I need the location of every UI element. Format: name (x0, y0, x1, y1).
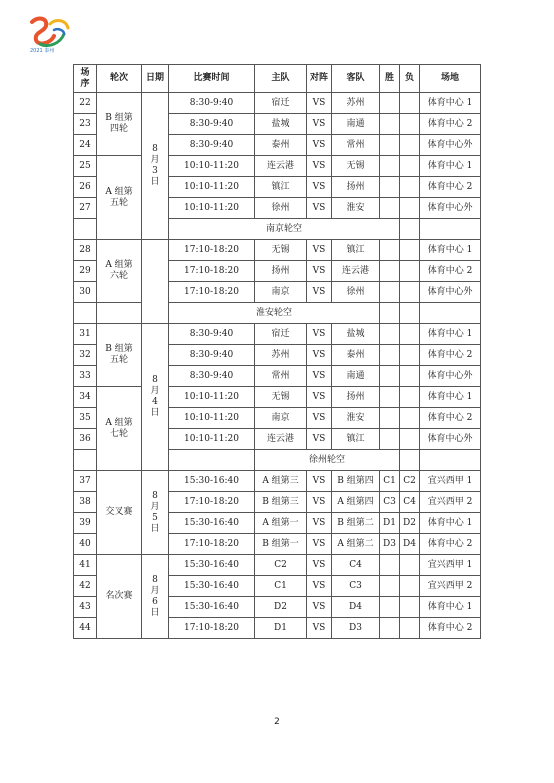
vs-label: VS (307, 198, 332, 219)
col-header: 场地 (420, 65, 481, 93)
venue: 体育中心外 (420, 366, 481, 387)
vs-label: VS (307, 492, 332, 513)
match-time: 8:30-9:40 (169, 366, 255, 387)
vs-label: VS (307, 282, 332, 303)
match-time: 10:10-11:20 (169, 408, 255, 429)
lose-cell (400, 114, 420, 135)
match-no: 30 (74, 282, 97, 303)
win-cell (380, 324, 400, 345)
match-time: 15:30-16:40 (169, 471, 255, 492)
lose-cell (400, 177, 420, 198)
win-cell (380, 114, 400, 135)
table-row (74, 156, 481, 177)
page-number: 2 (274, 717, 280, 727)
col-header: 场序 (74, 65, 97, 93)
home-team: D2 (255, 597, 307, 618)
match-time: 10:10-11:20 (169, 429, 255, 450)
home-team: A 组第三 (255, 471, 307, 492)
empty-cell (74, 450, 97, 471)
match-no: 36 (74, 429, 97, 450)
away-team: 扬州 (332, 177, 380, 198)
vs-label: VS (307, 408, 332, 429)
bye-note: 徐州轮空 (255, 450, 400, 471)
venue: 体育中心 2 (420, 618, 481, 639)
empty-cell (400, 303, 420, 324)
match-time: 15:30-16:40 (169, 597, 255, 618)
lose-cell (400, 597, 420, 618)
vs-label: VS (307, 534, 332, 555)
match-no: 39 (74, 513, 97, 534)
win-cell (380, 156, 400, 177)
venue: 宜兴西甲 2 (420, 576, 481, 597)
win-cell (380, 597, 400, 618)
match-no: 33 (74, 366, 97, 387)
vs-label: VS (307, 156, 332, 177)
win-cell (380, 366, 400, 387)
vs-label: VS (307, 135, 332, 156)
away-team: 泰州 (332, 345, 380, 366)
venue: 体育中心 2 (420, 114, 481, 135)
vs-label: VS (307, 366, 332, 387)
home-team: 南京 (255, 408, 307, 429)
match-time: 15:30-16:40 (169, 513, 255, 534)
col-header: 日期 (142, 65, 169, 93)
match-time: 8:30-9:40 (169, 345, 255, 366)
win-cell (380, 282, 400, 303)
away-team: 徐州 (332, 282, 380, 303)
col-header: 轮次 (97, 65, 142, 93)
vs-label: VS (307, 387, 332, 408)
bye-note: 淮安轮空 (169, 303, 380, 324)
date-cell-empty (142, 240, 169, 324)
match-no: 26 (74, 177, 97, 198)
empty-cell (380, 303, 400, 324)
home-team: 南京 (255, 282, 307, 303)
lose-cell (400, 93, 420, 114)
home-team: 盐城 (255, 114, 307, 135)
round-cell: 名次赛 (97, 555, 142, 639)
lose-cell (400, 366, 420, 387)
vs-label: VS (307, 429, 332, 450)
win-cell (380, 555, 400, 576)
home-team: D1 (255, 618, 307, 639)
home-team: 宿迁 (255, 324, 307, 345)
lose-cell (400, 345, 420, 366)
home-team: 宿迁 (255, 93, 307, 114)
vs-label: VS (307, 345, 332, 366)
win-cell (380, 429, 400, 450)
table-header-row (74, 65, 481, 93)
empty-cell (169, 450, 255, 471)
venue: 体育中心 2 (420, 408, 481, 429)
round-cell: A 组第七轮 (97, 387, 142, 471)
away-team: 盐城 (332, 324, 380, 345)
match-time: 17:10-18:20 (169, 534, 255, 555)
table-row (74, 324, 481, 345)
bye-note: 南京轮空 (169, 219, 400, 240)
lose-cell: D2 (400, 513, 420, 534)
round-cell: B 组第五轮 (97, 324, 142, 387)
win-cell (380, 576, 400, 597)
win-cell (380, 408, 400, 429)
match-no: 34 (74, 387, 97, 408)
match-time: 15:30-16:40 (169, 555, 255, 576)
lose-cell (400, 135, 420, 156)
match-time: 10:10-11:20 (169, 156, 255, 177)
col-header: 对阵 (307, 65, 332, 93)
win-cell (380, 135, 400, 156)
home-team: 徐州 (255, 198, 307, 219)
round-cell: A 组第六轮 (97, 240, 142, 303)
table-row (74, 93, 481, 114)
round-cell: B 组第四轮 (97, 93, 142, 156)
vs-label: VS (307, 618, 332, 639)
match-no: 31 (74, 324, 97, 345)
venue: 体育中心 1 (420, 513, 481, 534)
vs-label: VS (307, 597, 332, 618)
lose-cell (400, 387, 420, 408)
match-time: 8:30-9:40 (169, 135, 255, 156)
match-time: 17:10-18:20 (169, 282, 255, 303)
away-team: 苏州 (332, 93, 380, 114)
col-header: 主队 (255, 65, 307, 93)
date-cell: 8 月 4 日 (142, 324, 169, 471)
lose-cell (400, 555, 420, 576)
date-cell: 8 月 6 日 (142, 555, 169, 639)
home-team: 扬州 (255, 261, 307, 282)
away-team: 镇江 (332, 429, 380, 450)
win-cell: D1 (380, 513, 400, 534)
match-no: 35 (74, 408, 97, 429)
empty-cell (74, 219, 97, 240)
match-time: 10:10-11:20 (169, 198, 255, 219)
col-header: 负 (400, 65, 420, 93)
vs-label: VS (307, 324, 332, 345)
table-row (74, 471, 481, 492)
match-time: 8:30-9:40 (169, 114, 255, 135)
games-logo (24, 14, 76, 54)
venue: 体育中心 1 (420, 156, 481, 177)
home-team: 镇江 (255, 177, 307, 198)
win-cell (380, 618, 400, 639)
empty-cell (420, 219, 481, 240)
empty-cell (400, 219, 420, 240)
match-no: 38 (74, 492, 97, 513)
win-cell (380, 198, 400, 219)
home-team: C1 (255, 576, 307, 597)
home-team: 无锡 (255, 240, 307, 261)
win-cell (380, 261, 400, 282)
lose-cell (400, 156, 420, 177)
home-team: 泰州 (255, 135, 307, 156)
home-team: 常州 (255, 366, 307, 387)
match-no: 42 (74, 576, 97, 597)
vs-label: VS (307, 555, 332, 576)
venue: 体育中心 2 (420, 345, 481, 366)
match-no: 22 (74, 93, 97, 114)
away-team: 南通 (332, 366, 380, 387)
home-team: 苏州 (255, 345, 307, 366)
away-team: D3 (332, 618, 380, 639)
vs-label: VS (307, 114, 332, 135)
match-no: 44 (74, 618, 97, 639)
venue: 体育中心 1 (420, 324, 481, 345)
away-team: 无锡 (332, 156, 380, 177)
away-team: B 组第二 (332, 513, 380, 534)
win-cell: D3 (380, 534, 400, 555)
venue: 体育中心 2 (420, 534, 481, 555)
away-team: C4 (332, 555, 380, 576)
match-no: 29 (74, 261, 97, 282)
home-team: 连云港 (255, 156, 307, 177)
empty-cell (400, 450, 420, 471)
lose-cell: C2 (400, 471, 420, 492)
win-cell (380, 345, 400, 366)
table-row (74, 555, 481, 576)
empty-cell (420, 450, 481, 471)
home-team: B 组第三 (255, 492, 307, 513)
away-team: D4 (332, 597, 380, 618)
match-no: 37 (74, 471, 97, 492)
win-cell (380, 93, 400, 114)
lose-cell: D4 (400, 534, 420, 555)
match-no: 43 (74, 597, 97, 618)
match-time: 17:10-18:20 (169, 492, 255, 513)
match-no: 27 (74, 198, 97, 219)
venue: 体育中心外 (420, 198, 481, 219)
lose-cell (400, 282, 420, 303)
vs-label: VS (307, 576, 332, 597)
venue: 体育中心 2 (420, 261, 481, 282)
away-team: 常州 (332, 135, 380, 156)
empty-cell (420, 303, 481, 324)
match-time: 10:10-11:20 (169, 177, 255, 198)
match-no: 28 (74, 240, 97, 261)
col-header: 比赛时间 (169, 65, 255, 93)
lose-cell: C4 (400, 492, 420, 513)
venue: 体育中心外 (420, 429, 481, 450)
win-cell: C3 (380, 492, 400, 513)
lose-cell (400, 324, 420, 345)
venue: 体育中心 1 (420, 597, 481, 618)
vs-label: VS (307, 471, 332, 492)
lose-cell (400, 198, 420, 219)
away-team: 连云港 (332, 261, 380, 282)
win-cell (380, 387, 400, 408)
away-team: 淮安 (332, 408, 380, 429)
vs-label: VS (307, 513, 332, 534)
venue: 体育中心 1 (420, 387, 481, 408)
vs-label: VS (307, 93, 332, 114)
venue: 宜兴西甲 1 (420, 555, 481, 576)
round-cell: 交叉赛 (97, 471, 142, 555)
lose-cell (400, 240, 420, 261)
match-time: 10:10-11:20 (169, 387, 255, 408)
match-no: 23 (74, 114, 97, 135)
table-row (74, 387, 481, 408)
away-team: 扬州 (332, 387, 380, 408)
venue: 体育中心外 (420, 135, 481, 156)
match-no: 24 (74, 135, 97, 156)
lose-cell (400, 261, 420, 282)
home-team: 无锡 (255, 387, 307, 408)
venue: 体育中心外 (420, 282, 481, 303)
vs-label: VS (307, 240, 332, 261)
home-team: A 组第一 (255, 513, 307, 534)
vs-label: VS (307, 177, 332, 198)
home-team: 连云港 (255, 429, 307, 450)
col-header: 客队 (332, 65, 380, 93)
match-time: 8:30-9:40 (169, 324, 255, 345)
away-team: 镇江 (332, 240, 380, 261)
match-time: 15:30-16:40 (169, 576, 255, 597)
win-cell (380, 240, 400, 261)
venue: 宜兴西甲 1 (420, 471, 481, 492)
match-time: 17:10-18:20 (169, 618, 255, 639)
venue: 体育中心 1 (420, 93, 481, 114)
venue: 体育中心 1 (420, 240, 481, 261)
away-team: A 组第四 (332, 492, 380, 513)
match-schedule-table (73, 64, 481, 639)
lose-cell (400, 618, 420, 639)
match-time: 17:10-18:20 (169, 261, 255, 282)
empty-cell (74, 303, 97, 324)
table-row (74, 240, 481, 261)
match-time: 17:10-18:20 (169, 240, 255, 261)
date-cell: 8 月 3 日 (142, 93, 169, 240)
away-team: 淮安 (332, 198, 380, 219)
away-team: C3 (332, 576, 380, 597)
venue: 宜兴西甲 2 (420, 492, 481, 513)
logo-text: 2021 泰州 (30, 48, 55, 54)
away-team: B 组第四 (332, 471, 380, 492)
empty-cell (97, 303, 142, 324)
win-cell: C1 (380, 471, 400, 492)
match-no: 32 (74, 345, 97, 366)
away-team: 南通 (332, 114, 380, 135)
match-no: 41 (74, 555, 97, 576)
match-no: 40 (74, 534, 97, 555)
lose-cell (400, 408, 420, 429)
date-cell: 8 月 5 日 (142, 471, 169, 555)
lose-cell (400, 576, 420, 597)
venue: 体育中心 2 (420, 177, 481, 198)
round-cell: A 组第五轮 (97, 156, 142, 240)
home-team: B 组第一 (255, 534, 307, 555)
match-no: 25 (74, 156, 97, 177)
vs-label: VS (307, 261, 332, 282)
home-team: C2 (255, 555, 307, 576)
col-header: 胜 (380, 65, 400, 93)
win-cell (380, 177, 400, 198)
bye-row (74, 303, 481, 324)
away-team: A 组第二 (332, 534, 380, 555)
match-time: 8:30-9:40 (169, 93, 255, 114)
lose-cell (400, 429, 420, 450)
